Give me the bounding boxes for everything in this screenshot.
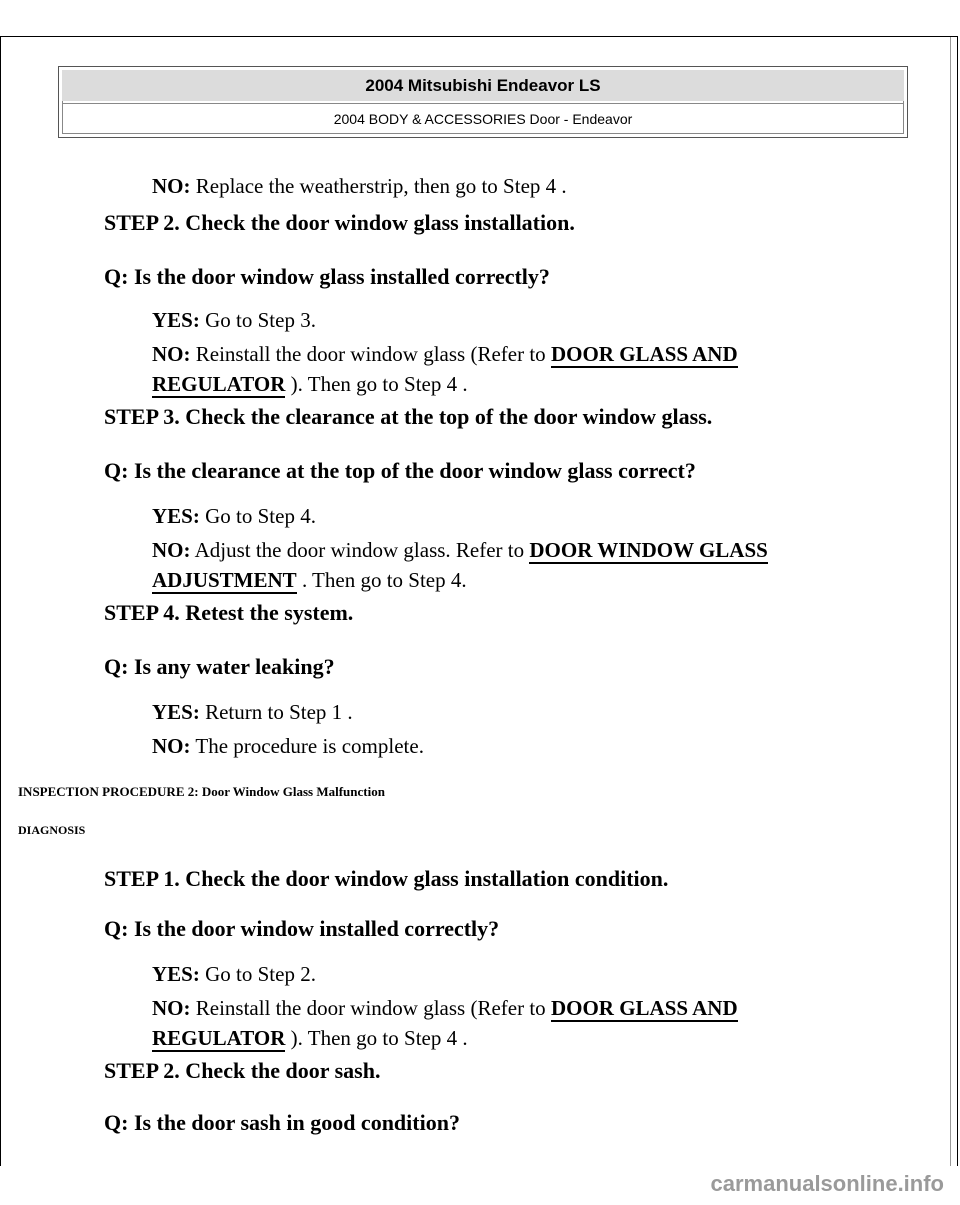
step-heading: STEP 3. Check the clearance at the top of the door window glass. bbox=[104, 404, 713, 429]
document-header bbox=[58, 66, 908, 138]
answer-text: Replace the weatherstrip, then go to Step 4 . bbox=[190, 174, 567, 198]
answer-text: Go to Step 4. bbox=[199, 504, 316, 528]
answer-label: NO: bbox=[152, 734, 191, 758]
header-title: 2004 Mitsubishi Endeavor LS bbox=[62, 70, 904, 101]
answer-yes-line bbox=[152, 308, 316, 333]
answer-text: Return to Step 1 . bbox=[199, 700, 353, 724]
section-title: INSPECTION PROCEDURE 2: Door Window Glass Malfunction bbox=[18, 784, 385, 799]
step-heading: STEP 4. Retest the system. bbox=[104, 600, 354, 625]
answer-no-line bbox=[152, 996, 738, 1021]
answer-label: YES: bbox=[152, 308, 200, 332]
answer-text: Go to Step 3. bbox=[199, 308, 316, 332]
adjustment-link[interactable]: ADJUSTMENT bbox=[152, 568, 297, 592]
door-glass-regulator-link[interactable]: DOOR GLASS AND bbox=[550, 996, 738, 1020]
answer-label: YES: bbox=[152, 962, 200, 986]
answer-label: NO: bbox=[152, 996, 191, 1020]
answer-text: Go to Step 2. bbox=[199, 962, 316, 986]
question-heading: Q: Is any water leaking? bbox=[104, 654, 335, 679]
answer-text: Reinstall the door window glass (Refer to bbox=[190, 342, 551, 366]
answer-text: The procedure is complete. bbox=[190, 734, 424, 758]
answer-continuation-line bbox=[152, 1026, 468, 1051]
answer-no-line bbox=[152, 342, 738, 367]
answer-yes-line bbox=[152, 700, 353, 725]
answer-label: YES: bbox=[152, 700, 200, 724]
answer-text: Reinstall the door window glass (Refer to bbox=[190, 996, 551, 1020]
answer-no-line bbox=[152, 174, 567, 199]
answer-no-line bbox=[152, 734, 424, 759]
question-heading: Q: Is the door sash in good condition? bbox=[104, 1110, 460, 1135]
subsection-title: DIAGNOSIS bbox=[18, 823, 86, 837]
answer-label: NO: bbox=[152, 538, 191, 562]
regulator-link[interactable]: REGULATOR bbox=[152, 372, 286, 396]
regulator-link[interactable]: REGULATOR bbox=[152, 1026, 286, 1050]
answer-yes-line bbox=[152, 962, 316, 987]
answer-text: . Then go to Step 4. bbox=[296, 568, 467, 592]
step-heading: STEP 2. Check the door sash. bbox=[104, 1058, 381, 1083]
door-window-glass-link[interactable]: DOOR WINDOW GLASS bbox=[529, 538, 768, 562]
answer-yes-line bbox=[152, 504, 316, 529]
answer-text: Adjust the door window glass. Refer to bbox=[190, 538, 530, 562]
question-heading: Q: Is the door window installed correctly? bbox=[104, 916, 500, 941]
question-heading: Q: Is the clearance at the top of the door window glass correct? bbox=[104, 458, 696, 483]
answer-no-line bbox=[152, 538, 768, 563]
answer-text: ). Then go to Step 4 . bbox=[285, 1026, 468, 1050]
answer-continuation-line bbox=[152, 372, 468, 397]
header-subtitle: 2004 BODY & ACCESSORIES Door - Endeavor bbox=[62, 103, 904, 134]
watermark: carmanualsonline.info bbox=[710, 1171, 944, 1196]
question-heading: Q: Is the door window glass installed correctly? bbox=[104, 264, 550, 289]
step-heading: STEP 2. Check the door window glass installation. bbox=[104, 210, 575, 235]
door-glass-regulator-link[interactable]: DOOR GLASS AND bbox=[550, 342, 738, 366]
answer-label: NO: bbox=[152, 342, 191, 366]
answer-continuation-line bbox=[152, 568, 467, 593]
answer-label: NO: bbox=[152, 174, 191, 198]
answer-label: YES: bbox=[152, 504, 200, 528]
answer-text: ). Then go to Step 4 . bbox=[285, 372, 468, 396]
step-heading: STEP 1. Check the door window glass installation condition. bbox=[104, 866, 669, 891]
